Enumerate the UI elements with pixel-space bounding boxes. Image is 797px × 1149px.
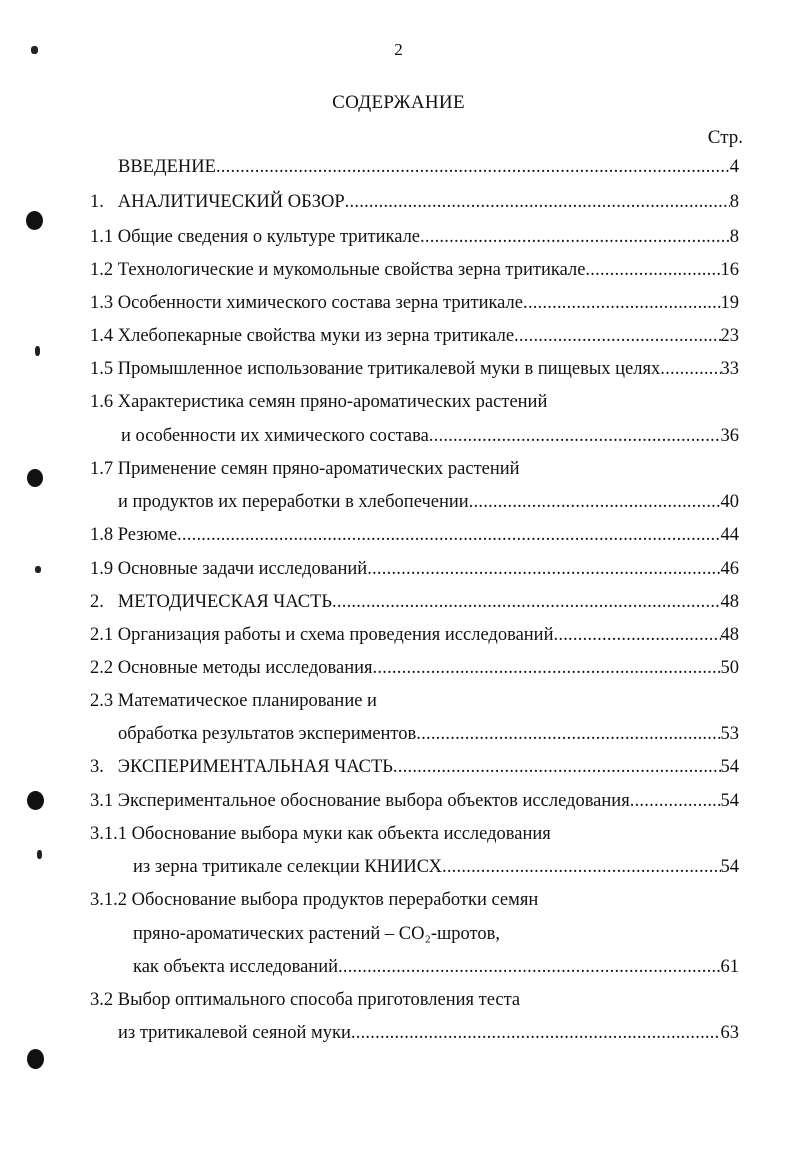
toc-entry-line: 3.1.2 Обоснование выбора продуктов переработки семян [90, 890, 539, 910]
toc-entry: 2.1 Организация работы и схема проведения исследований . . . 48 [90, 623, 739, 647]
toc-entry-line: 1.6 Характеристика семян пряно-ароматических растений [90, 392, 548, 412]
toc-entry: 1.2 Технологические и мукомольные свойства зерна тритикале . . . 16 [90, 258, 739, 282]
toc-entry: ВВЕДЕНИЕ . . . 4 [118, 155, 739, 179]
toc-entry: 3.1 Экспериментальное обоснование выбора объектов исследования . . . 54 [90, 789, 739, 813]
toc-entry-line: 3.2 Выбор оптимального способа приготовления теста [90, 990, 521, 1010]
toc-entry: 1.5 Промышленное использование тритикалевой муки в пищевых целях . . . 33 [90, 357, 739, 381]
toc-entry: 1.1 Общие сведения о культуре тритикале . . . 8 [90, 225, 739, 249]
toc-entry: и продуктов их переработки в хлебопечении . . . 40 [118, 490, 739, 514]
toc-entry-line: 2.3 Математическое планирование и [90, 691, 377, 711]
page-number: 2 [394, 40, 403, 59]
toc-entry: 3. ЭКСПЕРИМЕНТАЛЬНАЯ ЧАСТЬ . . . 54 [90, 755, 739, 779]
page-column-label: Стр. [707, 127, 743, 148]
toc-entry-line: 1.7 Применение семян пряно-ароматических растений [90, 459, 520, 479]
toc-entry: обработка результатов экспериментов . . . 53 [118, 722, 739, 746]
toc-entry: 2. МЕТОДИЧЕСКАЯ ЧАСТЬ . . . 48 [90, 590, 739, 614]
toc-entry: и особенности их химического состава . . . 36 [121, 424, 739, 448]
toc-entry-line: 3.1.1 Обоснование выбора муки как объекта исследования [90, 824, 551, 844]
toc-entry: 1.4 Хлебопекарные свойства муки из зерна тритикале . . . 23 [90, 324, 739, 348]
toc-entry: 1. АНАЛИТИЧЕСКИЙ ОБЗОР . . . 8 [90, 190, 739, 214]
toc-entry: 1.8 Резюме . . . 44 [90, 523, 739, 547]
toc-entry: из зерна тритикале селекции КНИИСХ . . . 54 [133, 855, 739, 879]
page-title: СОДЕРЖАНИЕ [332, 92, 465, 113]
toc-entry: из тритикалевой сеяной муки . . . 63 [118, 1021, 739, 1045]
toc-entry-line: пряно-ароматических растений – СО₂-шротов, [133, 924, 501, 944]
toc-entry: как объекта исследований . . . 61 [133, 955, 739, 979]
toc-entry: 1.9 Основные задачи исследований . . . 46 [90, 557, 739, 581]
toc-entry: 1.3 Особенности химического состава зерна тритикале . . . 19 [90, 291, 739, 315]
toc-entry: 2.2 Основные методы исследования . . . 50 [90, 656, 739, 680]
